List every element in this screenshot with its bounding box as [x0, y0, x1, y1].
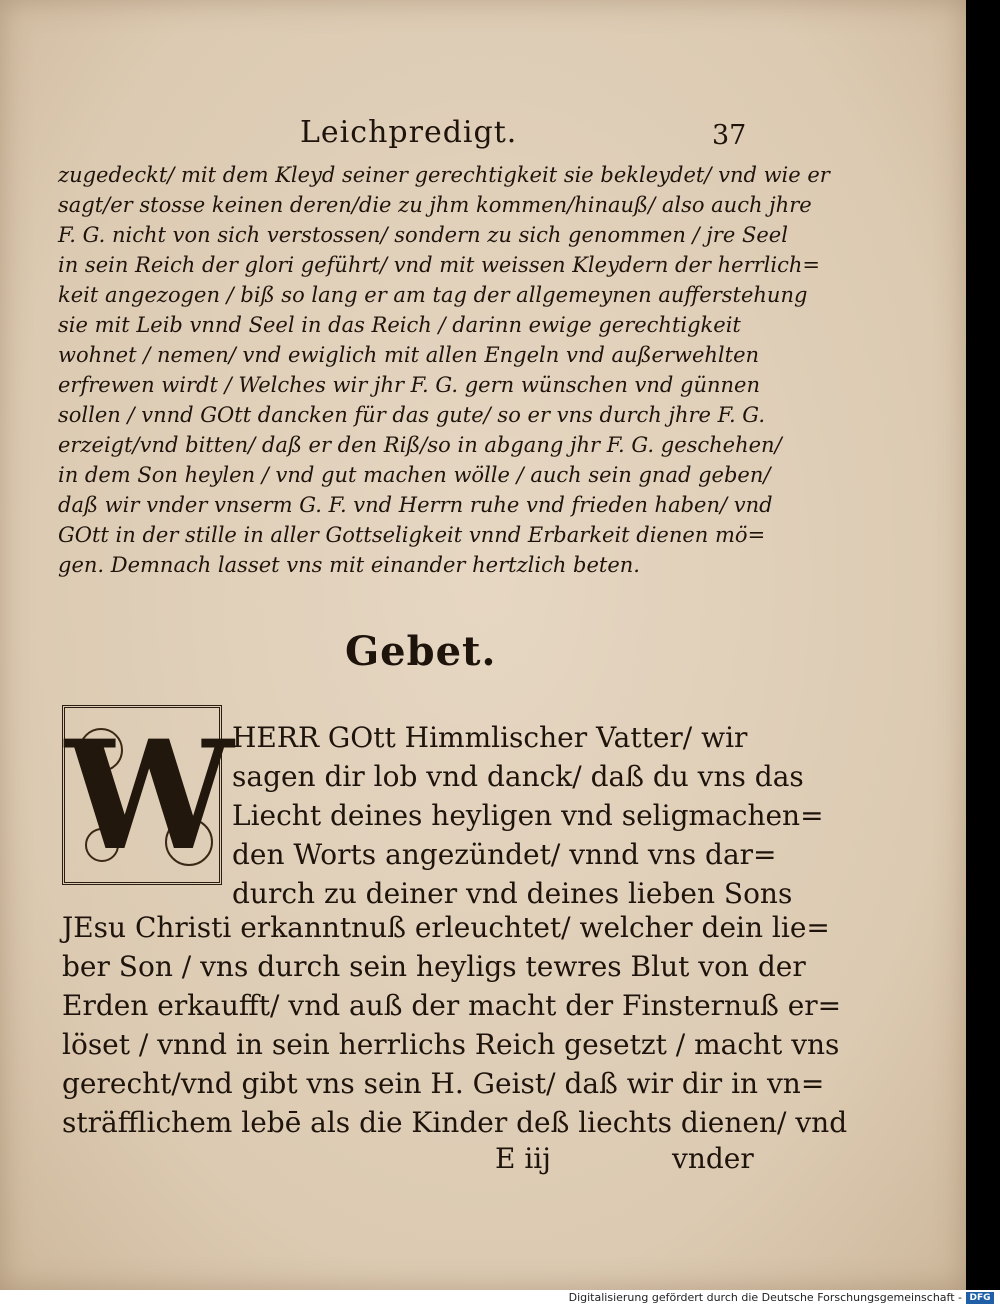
body-line: daß wir vnder vnserm G. F. vnd Herrn ruhe vnd frieden haben/ vnd: [58, 493, 773, 517]
initial-letter-glyph: W: [65, 708, 234, 884]
prayer-line: JEsu Christi erkanntnuß erleuchtet/ welcher dein lie=: [62, 911, 830, 944]
body-line: keit angezogen / biß so lang er am tag der allgemeynen aufferstehung: [58, 283, 808, 307]
prayer-line: HERR GOtt Himmlischer Vatter/ wir: [232, 721, 748, 754]
prayer-line: ber Son / vns durch sein heyligs tewres Blut von der: [62, 950, 806, 983]
body-line: in dem Son heylen / vnd gut machen wölle / auch sein gnad geben/: [58, 463, 771, 487]
running-head: Leichpredigt.: [300, 115, 518, 150]
signature-mark: E iij: [495, 1142, 551, 1175]
catchword: vnder: [672, 1142, 754, 1175]
body-line: sagt/er stosse keinen deren/die zu jhm kommen/hinauß/ also auch jhre: [58, 193, 812, 217]
body-line: erzeigt/vnd bitten/ daß er den Riß/so in abgang jhr F. G. geschehen/: [58, 433, 782, 457]
prayer-line: Liecht deines heyligen vnd seligmachen=: [232, 799, 824, 832]
prayer-full-block: [62, 908, 848, 1142]
prayer-line: löset / vnnd in sein herrlichs Reich gesetzt / macht vns: [62, 1028, 840, 1061]
prayer-line: Erden erkaufft/ vnd auß der macht der Finsternuß er=: [62, 989, 842, 1022]
body-line: F. G. nicht von sich verstossen/ sondern zu sich genommen / jre Seel: [58, 223, 788, 247]
body-line: sollen / vnnd GOtt dancken für das gute/ so er vns durch jhre F. G.: [58, 403, 765, 427]
dfg-logo-icon: DFG: [966, 1292, 994, 1304]
body-text: [58, 160, 830, 580]
body-line: erfrewen wirdt / Welches wir jhr F. G. gern wünschen vnd günnen: [58, 373, 761, 397]
body-line: GOtt in der stille in aller Gottseligkeit vnnd Erbarkeit dienen mö=: [58, 523, 766, 547]
prayer-indented-block: [232, 718, 824, 913]
body-line: wohnet / nemen/ vnd ewiglich mit allen Engeln vnd außerwehlten: [58, 343, 760, 367]
decorated-initial: [62, 705, 234, 885]
body-line: zugedeckt/ mit dem Kleyd seiner gerechtigkeit sie bekleydet/ vnd wie er: [58, 163, 830, 187]
signature-line: [0, 1142, 966, 1182]
prayer-line: gerecht/vnd gibt vns sein H. Geist/ daß wir dir in vn=: [62, 1067, 825, 1100]
prayer-line: den Worts angezündet/ vnnd vns dar=: [232, 838, 777, 871]
footer-credit: Digitalisierung gefördert durch die Deutsche Forschungsgemeinschaft -: [568, 1291, 962, 1304]
section-heading: Gebet.: [345, 628, 497, 675]
prayer-line: sträfflichem lebē als die Kinder deß liechts dienen/ vnd: [62, 1106, 848, 1139]
body-line: in sein Reich der glori geführt/ vnd mit weissen Kleydern der herrlich=: [58, 253, 820, 277]
prayer-line: sagen dir lob vnd danck/ daß du vns das: [232, 760, 804, 793]
body-line: sie mit Leib vnnd Seel in das Reich / darinn ewige gerechtigkeit: [58, 313, 741, 337]
prayer-line: durch zu deiner vnd deines lieben Sons: [232, 877, 793, 910]
body-line: gen. Demnach lasset vns mit einander hertzlich beten.: [58, 553, 640, 577]
page-number: 37: [712, 120, 747, 151]
